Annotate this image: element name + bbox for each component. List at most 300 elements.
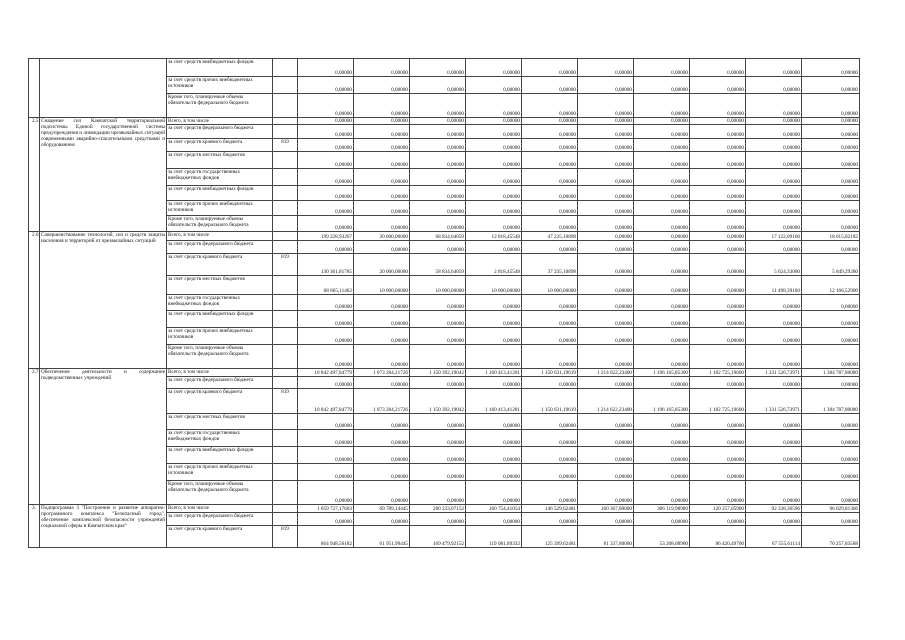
amount-cell: 0,00000 [690,152,746,169]
amount-cell: 0,00000 [354,169,410,186]
amount-cell: 160 367,80000 [578,505,634,513]
funding-source: Всего, в том числе [167,369,273,377]
amount-cell: 0,00000 [690,447,746,464]
item-name: Подпрограмма 3 "Построение и развитие аппаратно-программного комплекса "Безопасный город", обеспечение комплексной безопасности учреждений социальной сферы в Камчатском крае" [40,505,167,548]
amount-cell: 11 498,39160 [746,276,802,295]
amount-cell: 0,00000 [802,139,860,152]
amount-cell: 0,00000 [410,59,466,77]
amount-cell: 146 529,62481 [522,505,578,513]
amount-cell: 0,00000 [746,311,802,328]
amount-cell: 0,00000 [634,447,690,464]
amount-cell: 0,00000 [522,430,578,447]
gov-code [273,186,298,201]
item-number: 2.6 [29,232,40,369]
gov-code: 819 [273,139,298,152]
amount-cell: 0,00000 [466,77,522,94]
amount-cell: 0,00000 [690,345,746,369]
gov-code [273,77,298,94]
amount-cell: 0,00000 [578,241,634,254]
funding-source: за счет средств местных бюджетов [167,414,273,430]
amount-cell: 1 150 631,19619 [522,369,578,377]
amount-cell: 1 073 284,21726 [354,369,410,377]
amount-cell: 0,00000 [522,186,578,201]
amount-cell: 0,00000 [466,311,522,328]
amount-cell: 0,00000 [746,94,802,118]
amount-cell: 0,00000 [746,118,802,125]
amount-cell: 0,00000 [354,447,410,464]
amount-cell: 0,00000 [746,295,802,311]
amount-cell: 1 150 631,19619 [522,389,578,414]
amount-cell: 0,00000 [690,311,746,328]
amount-cell: 0,00000 [354,513,410,526]
amount-cell: 0,00000 [354,345,410,369]
amount-cell: 0,00000 [634,481,690,505]
amount-cell: 0,00000 [298,216,354,232]
table-row [29,505,860,513]
amount-cell: 0,00000 [746,377,802,389]
funding-source: за счет средств внебюджетных фондов [167,186,273,201]
gov-code [273,505,298,513]
amount-cell: 1 196 165,85300 [634,369,690,377]
gov-code [273,311,298,328]
amount-cell: 0,00000 [522,125,578,139]
amount-cell: 0,00000 [298,201,354,216]
amount-cell: 0,00000 [354,216,410,232]
amount-cell: 0,00000 [354,94,410,118]
amount-cell: 0,00000 [634,414,690,430]
amount-cell: 0,00000 [578,311,634,328]
amount-cell: 1 331 526,73971 [746,369,802,377]
amount-cell: 30 000,00000 [354,232,410,241]
table-row [29,232,860,241]
amount-cell: 0,00000 [746,77,802,94]
funding-source: за счет средств прочих внебюджетных источников [167,328,273,345]
amount-cell: 0,00000 [354,152,410,169]
amount-cell: 0,00000 [410,77,466,94]
amount-cell: 0,00000 [298,118,354,125]
amount-cell: 0,00000 [410,125,466,139]
amount-cell: 0,00000 [578,276,634,295]
amount-cell: 0,00000 [466,295,522,311]
funding-source: за счет средств государственных внебюджетных фондов [167,169,273,186]
gov-code [273,369,298,377]
amount-cell: 0,00000 [522,464,578,481]
gov-code [273,276,298,295]
amount-cell: 0,00000 [410,345,466,369]
amount-cell: 0,00000 [746,169,802,186]
amount-cell: 0,00000 [802,77,860,94]
amount-cell: 0,00000 [354,295,410,311]
gov-code [273,241,298,254]
amount-cell: 0,00000 [802,377,860,389]
amount-cell: 0,00000 [466,118,522,125]
funding-source: за счет средств краевого бюджета [167,139,273,152]
amount-cell: 0,00000 [522,447,578,464]
amount-cell: 0,00000 [354,430,410,447]
amount-cell: 0,00000 [466,481,522,505]
amount-cell: 0,00000 [802,481,860,505]
amount-cell: 0,00000 [802,169,860,186]
amount-cell: 0,00000 [634,59,690,77]
funding-source: за счет средств прочих внебюджетных источников [167,201,273,216]
amount-cell: 0,00000 [522,94,578,118]
amount-cell: 0,00000 [578,430,634,447]
amount-cell: 0,00000 [746,481,802,505]
amount-cell: 0,00000 [578,169,634,186]
amount-cell: 0,00000 [690,241,746,254]
amount-cell: 69 789,14445 [354,505,410,513]
gov-code [273,414,298,430]
amount-cell: 0,00000 [410,311,466,328]
amount-cell: 0,00000 [802,216,860,232]
amount-cell: 10 842 497,84779 [298,369,354,377]
amount-cell: 0,00000 [298,59,354,77]
amount-cell: 0,00000 [634,295,690,311]
amount-cell: 0,00000 [690,464,746,481]
funding-source: за счет средств федерального бюджета [167,241,273,254]
amount-cell: 0,00000 [746,414,802,430]
amount-cell: 0,00000 [802,125,860,139]
amount-cell: 0,00000 [354,139,410,152]
amount-cell: 10 000,00000 [522,276,578,295]
item-number: 3. [29,505,40,548]
amount-cell: 61 951,99445 [354,526,410,548]
amount-cell: 199 228,93267 [298,232,354,241]
amount-cell: 0,00000 [746,59,802,77]
amount-cell: 0,00000 [354,125,410,139]
amount-cell: 1 196 165,85300 [634,389,690,414]
funding-source: за счет средств краевого бюджета [167,254,273,276]
funding-source: за счет средств прочих внебюджетных источников [167,464,273,481]
amount-cell: 1 073 284,21726 [354,389,410,414]
amount-cell: 1 214 622,23400 [578,389,634,414]
budget-table [28,58,860,548]
amount-cell: 0,00000 [746,513,802,526]
funding-source: за счет средств краевого бюджета [167,526,273,548]
gov-code [273,118,298,125]
amount-cell: 70 257,83588 [802,526,860,548]
amount-cell: 17 122,09160 [746,232,802,241]
amount-cell: 0,00000 [634,216,690,232]
amount-cell: 0,00000 [746,186,802,201]
item-name: Снащение сил Камчатской территориальной подсистемы Единой государственной системы предупреждения и ликвидации чрезвычайных ситуаций современными аварийно-спасательными средствами и оборудованием [40,118,167,232]
amount-cell: 0,00000 [578,201,634,216]
amount-cell: 0,00000 [466,169,522,186]
amount-cell: 2 818,45548 [466,254,522,276]
amount-cell: 169 479,92152 [410,526,466,548]
amount-cell: 1 150 392,19042 [410,369,466,377]
amount-cell: 0,00000 [522,311,578,328]
amount-cell: 10 000,00000 [354,276,410,295]
gov-code [273,377,298,389]
amount-cell: 0,00000 [466,447,522,464]
funding-source: за счет средств внебюджетных фондов [167,311,273,328]
amount-cell: 67 555,61114 [746,526,802,548]
amount-cell: 0,00000 [802,328,860,345]
amount-cell: 0,00000 [522,414,578,430]
amount-cell: 0,00000 [410,447,466,464]
amount-cell: 0,00000 [802,513,860,526]
funding-source: за счет средств краевого бюджета [167,389,273,414]
amount-cell: 0,00000 [690,186,746,201]
amount-cell: 0,00000 [298,77,354,94]
amount-cell: 0,00000 [466,513,522,526]
amount-cell: 10 000,00000 [410,276,466,295]
gov-code [273,94,298,118]
amount-cell: 0,00000 [634,94,690,118]
gov-code [273,464,298,481]
gov-code [273,125,298,139]
amount-cell: 119 081,89332 [466,526,522,548]
amount-cell: 0,00000 [578,328,634,345]
amount-cell: 5 624,33000 [746,254,802,276]
gov-code [273,447,298,464]
amount-cell: 0,00000 [578,345,634,369]
amount-cell: 0,00000 [802,414,860,430]
amount-cell: 10 842 497,84779 [298,389,354,414]
funding-source: за счет средств местных бюджетов [167,152,273,169]
amount-cell: 0,00000 [298,377,354,389]
amount-cell: 1 059 727,17603 [298,505,354,513]
amount-cell: 0,00000 [802,152,860,169]
amount-cell: 0,00000 [634,328,690,345]
gov-code [273,216,298,232]
amount-cell: 0,00000 [746,125,802,139]
gov-code [273,232,298,241]
amount-cell: 1 331 526,73971 [746,389,802,414]
gov-code [273,295,298,311]
amount-cell: 0,00000 [466,59,522,77]
amount-cell: 0,00000 [298,295,354,311]
amount-cell: 0,00000 [802,464,860,481]
amount-cell: 0,00000 [354,201,410,216]
amount-cell: 1 160 413,41281 [466,369,522,377]
amount-cell: 0,00000 [746,216,802,232]
gov-code [273,59,298,77]
amount-cell: 0,00000 [354,377,410,389]
amount-cell: 0,00000 [578,59,634,77]
amount-cell: 0,00000 [802,430,860,447]
amount-cell: 0,00000 [354,118,410,125]
amount-cell: 0,00000 [578,447,634,464]
amount-cell: 0,00000 [298,328,354,345]
table-row [29,369,860,377]
gov-code [273,169,298,186]
amount-cell: 1 214 622,23400 [578,369,634,377]
amount-cell: 0,00000 [298,94,354,118]
amount-cell: 0,00000 [746,430,802,447]
amount-cell: 0,00000 [466,94,522,118]
amount-cell: 0,00000 [410,414,466,430]
amount-cell: 0,00000 [634,311,690,328]
amount-cell: 0,00000 [802,186,860,201]
amount-cell: 0,00000 [522,139,578,152]
amount-cell: 280 233,07152 [410,505,466,513]
amount-cell: 0,00000 [466,430,522,447]
amount-cell: 0,00000 [634,464,690,481]
amount-cell: 0,00000 [410,513,466,526]
funding-source: Кроме того, планируемые объемы обязательств федерального бюджета [167,216,273,232]
gov-code [273,430,298,447]
gov-code [273,201,298,216]
amount-cell: 0,00000 [802,118,860,125]
amount-cell: 0,00000 [690,125,746,139]
amount-cell: 0,00000 [410,139,466,152]
gov-code [273,481,298,505]
amount-cell: 0,00000 [578,377,634,389]
amount-cell: 96 029,81366 [802,505,860,513]
amount-cell: 0,00000 [410,169,466,186]
amount-cell: 0,00000 [578,77,634,94]
amount-cell: 47 235,10898 [522,232,578,241]
amount-cell: 0,00000 [298,447,354,464]
amount-cell: 0,00000 [466,328,522,345]
amount-cell: 0,00000 [746,201,802,216]
amount-cell: 68 834,64059 [410,232,466,241]
amount-cell: 0,00000 [298,152,354,169]
amount-cell: 0,00000 [410,481,466,505]
gov-code [273,328,298,345]
amount-cell: 0,00000 [690,481,746,505]
amount-cell: 0,00000 [522,481,578,505]
gov-code: 819 [273,526,298,548]
amount-cell: 0,00000 [634,125,690,139]
amount-cell: 0,00000 [410,118,466,125]
amount-cell: 0,00000 [298,481,354,505]
amount-cell: 68 865,11462 [298,276,354,295]
amount-cell: 0,00000 [410,464,466,481]
amount-cell: 0,00000 [410,328,466,345]
amount-cell: 0,00000 [410,186,466,201]
amount-cell: 0,00000 [634,377,690,389]
amount-cell: 0,00000 [522,295,578,311]
funding-source: за счет средств федерального бюджета [167,513,273,526]
amount-cell: 20 000,00000 [354,254,410,276]
amount-cell: 0,00000 [634,77,690,94]
amount-cell: 0,00000 [802,201,860,216]
amount-cell: 0,00000 [522,118,578,125]
amount-cell: 0,00000 [634,254,690,276]
amount-cell: 0,00000 [298,345,354,369]
amount-cell: 0,00000 [690,295,746,311]
amount-cell: 0,00000 [298,513,354,526]
amount-cell: 0,00000 [634,241,690,254]
amount-cell: 0,00000 [802,447,860,464]
amount-cell: 0,00000 [802,241,860,254]
funding-source: Кроме того, планируемые объемы обязательств федерального бюджета [167,481,273,505]
gov-code [273,152,298,169]
amount-cell: 0,00000 [578,254,634,276]
amount-cell: 0,00000 [354,241,410,254]
amount-cell: 0,00000 [746,152,802,169]
amount-cell: 0,00000 [690,59,746,77]
amount-cell: 0,00000 [578,414,634,430]
amount-cell: 0,00000 [410,241,466,254]
funding-source: за счет средств местных бюджетов [167,276,273,295]
funding-source: за счет средств федерального бюджета [167,125,273,139]
amount-cell: 864 948,56182 [298,526,354,548]
amount-cell: 0,00000 [466,201,522,216]
amount-cell: 0,00000 [522,201,578,216]
amount-cell: 86 420,49700 [690,526,746,548]
amount-cell: 0,00000 [634,152,690,169]
amount-cell: 0,00000 [466,414,522,430]
amount-cell: 0,00000 [578,125,634,139]
amount-cell: 0,00000 [690,328,746,345]
amount-cell: 18 015,82182 [802,232,860,241]
amount-cell: 0,00000 [690,276,746,295]
amount-cell: 0,00000 [746,139,802,152]
amount-cell: 0,00000 [690,513,746,526]
amount-cell: 0,00000 [522,77,578,94]
amount-cell: 0,00000 [802,345,860,369]
funding-source: Всего, в том числе [167,118,273,125]
amount-cell: 0,00000 [578,464,634,481]
amount-cell: 0,00000 [634,276,690,295]
amount-cell: 81 337,80000 [578,526,634,548]
funding-source: за счет средств государственных внебюджетных фондов [167,295,273,311]
table-row [29,118,860,125]
amount-cell: 0,00000 [746,328,802,345]
amount-cell: 120 257,05900 [690,505,746,513]
amount-cell: 0,00000 [690,77,746,94]
funding-source: Кроме того, планируемые объемы обязательств федерального бюджета [167,94,273,118]
amount-cell: 1 384 787,80080 [802,369,860,377]
table-row [29,59,860,77]
funding-source: Всего, в том числе [167,232,273,241]
amount-cell: 0,00000 [802,94,860,118]
amount-cell: 0,00000 [354,311,410,328]
amount-cell: 0,00000 [354,414,410,430]
funding-source: за счет средств прочих внебюджетных источников [167,77,273,94]
gov-code [273,345,298,369]
amount-cell: 0,00000 [298,125,354,139]
amount-cell: 0,00000 [298,139,354,152]
amount-cell: 306 119,98900 [634,505,690,513]
amount-cell: 0,00000 [522,377,578,389]
amount-cell: 0,00000 [298,414,354,430]
amount-cell: 58 834,64059 [410,254,466,276]
amount-cell: 12 166,52900 [802,276,860,295]
amount-cell: 0,00000 [634,513,690,526]
funding-source: Всего, в том числе [167,505,273,513]
amount-cell: 0,00000 [522,513,578,526]
item-name: Совершенствование технологий, сил и средств защиты населения и территорий от чрезвычайных ситуаций [40,232,167,369]
funding-source: за счет средств внебюджетных фондов [167,447,273,464]
amount-cell: 0,00000 [410,430,466,447]
amount-cell: 0,00000 [578,513,634,526]
amount-cell: 0,00000 [690,201,746,216]
amount-cell: 0,00000 [690,430,746,447]
amount-cell: 0,00000 [634,169,690,186]
amount-cell: 5 849,29280 [802,254,860,276]
amount-cell: 0,00000 [634,430,690,447]
amount-cell: 0,00000 [802,59,860,77]
amount-cell: 1 384 787,80080 [802,389,860,414]
amount-cell: 0,00000 [690,94,746,118]
amount-cell: 0,00000 [410,94,466,118]
amount-cell: 0,00000 [354,59,410,77]
gov-code: 819 [273,254,298,276]
amount-cell: 1 182 725,19600 [690,369,746,377]
amount-cell: 0,00000 [634,186,690,201]
amount-cell: 130 361,81785 [298,254,354,276]
amount-cell: 37 235,10898 [522,254,578,276]
amount-cell: 0,00000 [410,295,466,311]
amount-cell: 0,00000 [298,186,354,201]
amount-cell: 0,00000 [354,186,410,201]
amount-cell: 0,00000 [522,345,578,369]
